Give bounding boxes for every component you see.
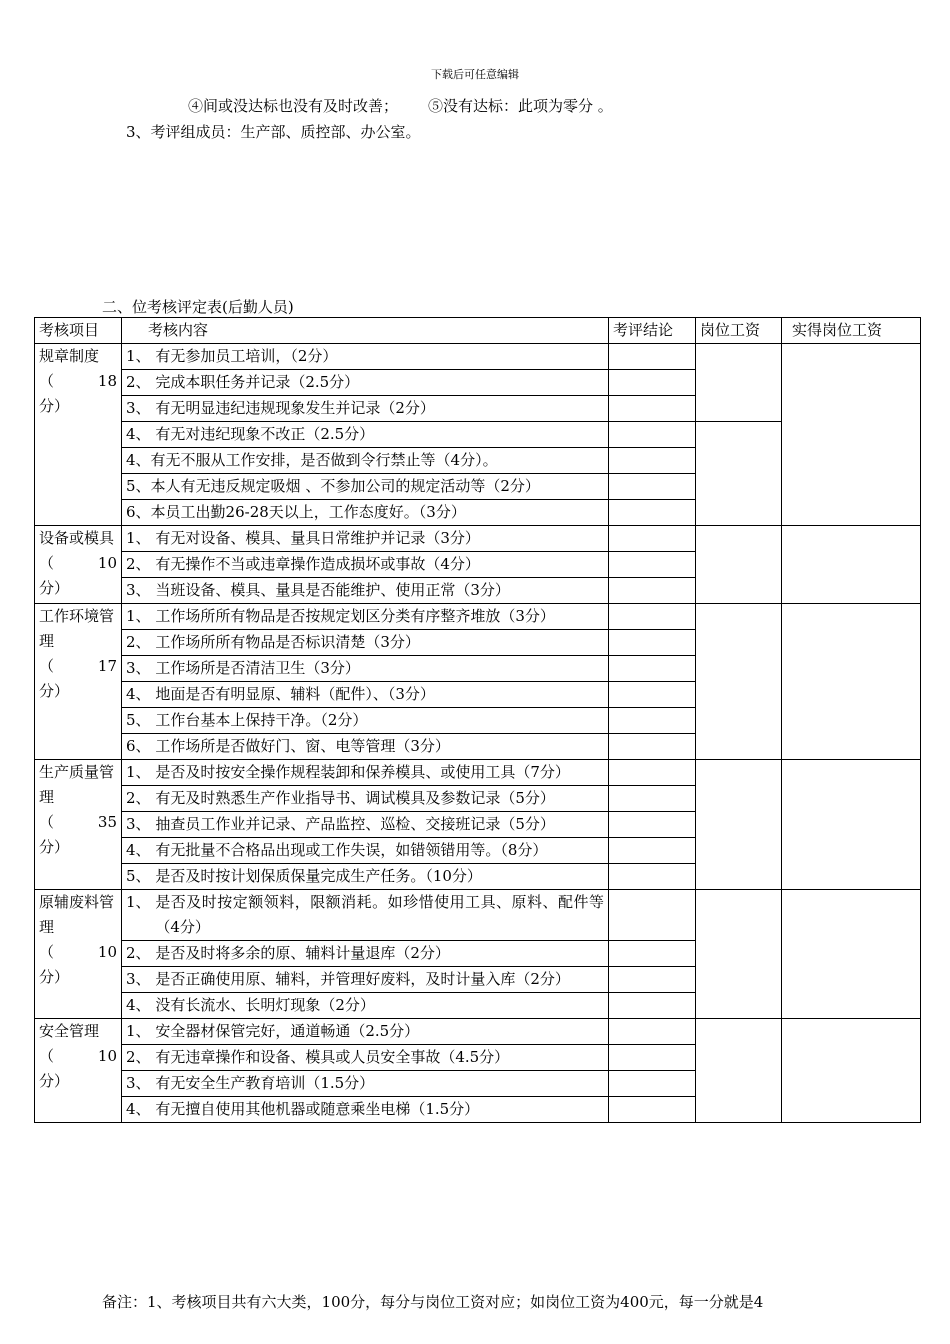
- item-number: 4、: [126, 685, 156, 703]
- item-number: 3、: [126, 815, 156, 833]
- item-text: 工作场所所有物品是否标识清楚（3分）: [155, 633, 420, 651]
- item-cell: [122, 526, 609, 552]
- result-cell[interactable]: [609, 526, 696, 552]
- item-text: 工作场所是否做好门、窗、电等管理（3分）: [155, 737, 450, 755]
- table-row: [35, 604, 921, 630]
- salary-cell[interactable]: [696, 422, 782, 526]
- item-cell: [122, 838, 609, 864]
- category-name: 规章制度: [39, 347, 100, 365]
- item-text: 有无参加员工培训，（2分）: [155, 347, 338, 365]
- item-number: 1、: [126, 529, 156, 547]
- table-row: [35, 1019, 921, 1045]
- item-number: 2、: [126, 944, 156, 962]
- result-cell[interactable]: [609, 682, 696, 708]
- result-cell[interactable]: [609, 1045, 696, 1071]
- salary-cell[interactable]: [696, 1019, 782, 1123]
- item-cell: [122, 734, 609, 760]
- evaluation-table: [34, 317, 921, 1123]
- table-row: [35, 890, 921, 941]
- item-cell: [122, 1045, 609, 1071]
- score-num: 18: [97, 372, 117, 390]
- category-name: 生产质量管理: [39, 763, 115, 806]
- score-num: 10: [97, 554, 117, 572]
- actual-salary-cell[interactable]: [782, 344, 921, 526]
- category-name: 设备或模具: [39, 529, 115, 547]
- header-content: 考核内容: [122, 318, 609, 344]
- actual-salary-cell[interactable]: [782, 1019, 921, 1123]
- item-number: 4、: [126, 451, 151, 469]
- salary-cell[interactable]: [696, 890, 782, 1019]
- score-close: 分）: [39, 682, 70, 700]
- score-open: （: [39, 813, 55, 831]
- item-text: 工作台基本上保持干净。（2分）: [155, 711, 368, 729]
- item-text: 当班设备、模具、量具是否能维护、使用正常（3分）: [155, 581, 510, 599]
- item-number: 1、: [126, 347, 156, 365]
- salary-cell[interactable]: [696, 760, 782, 890]
- result-cell[interactable]: [609, 941, 696, 967]
- intro-line-1b: ⑤没有达标：此项为零分 。: [428, 97, 613, 115]
- item-number: 4、: [126, 425, 156, 443]
- item-text: 地面是否有明显原、辅料（配件）、（3分）: [155, 685, 435, 703]
- score-num: 35: [97, 813, 117, 831]
- item-cell: [122, 708, 609, 734]
- result-cell[interactable]: [609, 734, 696, 760]
- item-cell: [122, 344, 609, 370]
- item-number: 2、: [126, 555, 156, 573]
- score-close: 分）: [39, 968, 70, 986]
- category-name: 安全管理: [39, 1022, 100, 1040]
- item-text: 抽查员工作业并记录、产品监控、巡检、交接班记录（5分）: [155, 815, 555, 833]
- actual-salary-cell[interactable]: [782, 760, 921, 890]
- result-cell[interactable]: [609, 760, 696, 786]
- item-number: 3、: [126, 581, 156, 599]
- item-cell: [122, 864, 609, 890]
- result-cell[interactable]: [609, 993, 696, 1019]
- item-cell: [122, 448, 609, 474]
- category-cell: [35, 344, 122, 526]
- item-cell: [122, 1097, 609, 1123]
- category-score: [39, 810, 117, 835]
- header-project: 考核项目: [35, 318, 122, 344]
- item-number: 3、: [126, 1074, 156, 1092]
- item-number: 2、: [126, 1048, 156, 1066]
- header-result: 考评结论: [609, 318, 696, 344]
- salary-cell[interactable]: [696, 344, 782, 422]
- result-cell[interactable]: [609, 656, 696, 682]
- score-open: （: [39, 943, 55, 961]
- actual-salary-cell[interactable]: [782, 604, 921, 760]
- item-text: 有无擅自使用其他机器或随意乘坐电梯（1.5分）: [155, 1100, 480, 1118]
- item-text: 是否及时按安全操作规程装卸和保养模具、或使用工具（7分）: [155, 763, 570, 781]
- category-score: [39, 1044, 117, 1069]
- item-number: 3、: [126, 659, 156, 677]
- score-open: （: [39, 372, 55, 390]
- result-cell[interactable]: [609, 786, 696, 812]
- category-name: 工作环境管理: [39, 607, 115, 650]
- actual-salary-cell[interactable]: [782, 526, 921, 604]
- item-cell: [122, 422, 609, 448]
- score-num: 10: [97, 943, 117, 961]
- item-cell: [122, 656, 609, 682]
- item-cell: [122, 1071, 609, 1097]
- salary-cell[interactable]: [696, 526, 782, 604]
- item-cell: [122, 941, 609, 967]
- header-actual-salary: 实得岗位工资: [782, 318, 921, 344]
- category-score: [39, 654, 117, 679]
- actual-salary-cell[interactable]: [782, 890, 921, 1019]
- item-text: 是否正确使用原、辅料，并管理好废料，及时计量入库（2分）: [155, 970, 570, 988]
- item-number: 1、: [126, 763, 156, 781]
- salary-cell[interactable]: [696, 604, 782, 760]
- result-cell[interactable]: [609, 578, 696, 604]
- item-cell: [122, 786, 609, 812]
- item-text: 没有长流水、长明灯现象（2分）: [155, 996, 375, 1014]
- item-number: 6、: [126, 503, 151, 521]
- result-cell[interactable]: [609, 604, 696, 630]
- category-name: 原辅废料管理: [39, 893, 115, 936]
- item-number: 4、: [126, 841, 156, 859]
- item-text: 本员工出勤26-28天以上，工作态度好。（3分）: [150, 503, 466, 521]
- item-cell: [122, 552, 609, 578]
- table-row: [35, 344, 921, 370]
- result-cell[interactable]: [609, 396, 696, 422]
- item-text: 安全器材保管完好，通道畅通（2.5分）: [155, 1022, 420, 1040]
- item-number: 1、: [126, 893, 156, 911]
- result-cell[interactable]: [609, 344, 696, 370]
- score-close: 分）: [39, 838, 70, 856]
- category-cell: [35, 1019, 122, 1123]
- result-cell[interactable]: [609, 838, 696, 864]
- category-score: [39, 940, 117, 965]
- table-header-row: [35, 318, 921, 344]
- item-cell: [122, 890, 609, 941]
- category-cell: [35, 890, 122, 1019]
- score-close: 分）: [39, 397, 70, 415]
- item-text: 有无违章操作和设备、模具或人员安全事故（4.5分）: [155, 1048, 510, 1066]
- score-close: 分）: [39, 1072, 70, 1090]
- item-text: 有无安全生产教育培训（1.5分）: [155, 1074, 375, 1092]
- result-cell[interactable]: [609, 448, 696, 474]
- item-number: 4、: [126, 1100, 156, 1118]
- score-num: 10: [97, 1047, 117, 1065]
- item-number: 6、: [126, 737, 156, 755]
- score-open: （: [39, 554, 55, 572]
- item-cell: [122, 578, 609, 604]
- item-text: 是否及时将多余的原、辅料计量退库（2分）: [155, 944, 450, 962]
- item-text: 是否及时按计划保质保量完成生产任务。（10分）: [155, 867, 482, 885]
- footnote: 备注：1、考核项目共有六大类，100分，每分与岗位工资对应；如岗位工资为400元，每一分就是4: [102, 1293, 764, 1311]
- item-cell: [122, 630, 609, 656]
- item-text: 有无及时熟悉生产作业指导书、调试模具及参数记录（5分）: [155, 789, 555, 807]
- result-cell[interactable]: [609, 500, 696, 526]
- result-cell[interactable]: [609, 967, 696, 993]
- item-number: 2、: [126, 789, 156, 807]
- score-close: 分）: [39, 579, 70, 597]
- item-text: 完成本职任务并记录（2.5分）: [155, 373, 360, 391]
- section-title: 二、位考核评定表(后勤人员): [102, 298, 294, 316]
- result-cell[interactable]: [609, 864, 696, 890]
- item-cell: [122, 812, 609, 838]
- item-number: 2、: [126, 633, 156, 651]
- category-score: [39, 369, 117, 394]
- result-cell[interactable]: [609, 1071, 696, 1097]
- item-number: 3、: [126, 399, 156, 417]
- intro-line-2: 3、考评组成员：生产部、质控部、办公室。: [126, 123, 421, 141]
- item-text: 本人有无违反规定吸烟 、不参加公司的规定活动等（2分）: [150, 477, 540, 495]
- item-cell: [122, 500, 609, 526]
- intro-line-1: [188, 95, 613, 116]
- item-text: 有无批量不合格品出现或工作失误，如错领错用等。（8分）: [155, 841, 548, 859]
- intro-line-1a: ④间或没达标也没有及时改善；: [188, 97, 399, 115]
- result-cell[interactable]: [609, 630, 696, 656]
- result-cell[interactable]: [609, 890, 696, 941]
- category-cell: [35, 604, 122, 760]
- item-cell: [122, 370, 609, 396]
- item-number: 4、: [126, 996, 156, 1014]
- table-row: [35, 526, 921, 552]
- item-text: 是否及时按定额领料，限额消耗。如珍惜使用工具、原料、配件等（4分）: [155, 893, 604, 936]
- item-cell: [122, 682, 609, 708]
- category-score: [39, 551, 117, 576]
- result-cell[interactable]: [609, 1097, 696, 1123]
- header-salary: 岗位工资: [696, 318, 782, 344]
- item-number: 5、: [126, 867, 156, 885]
- result-cell[interactable]: [609, 552, 696, 578]
- item-text: 工作场所所有物品是否按规定划区分类有序整齐堆放（3分）: [155, 607, 555, 625]
- result-cell[interactable]: [609, 370, 696, 396]
- item-cell: [122, 604, 609, 630]
- score-open: （: [39, 657, 55, 675]
- result-cell[interactable]: [609, 1019, 696, 1045]
- item-cell: [122, 474, 609, 500]
- result-cell[interactable]: [609, 474, 696, 500]
- score-num: 17: [97, 657, 117, 675]
- item-text: 有无对设备、模具、量具日常维护并记录（3分）: [155, 529, 480, 547]
- item-cell: [122, 993, 609, 1019]
- item-number: 5、: [126, 477, 151, 495]
- item-cell: [122, 396, 609, 422]
- item-text: 有无对违纪现象不改正（2.5分）: [155, 425, 375, 443]
- item-cell: [122, 760, 609, 786]
- item-text: 工作场所是否清洁卫生（3分）: [155, 659, 360, 677]
- item-cell: [122, 967, 609, 993]
- item-cell: [122, 1019, 609, 1045]
- item-number: 1、: [126, 607, 156, 625]
- item-text: 有无不服从工作安排，是否做到令行禁止等（4分）。: [150, 451, 498, 469]
- item-number: 5、: [126, 711, 156, 729]
- table-row: [35, 760, 921, 786]
- result-cell[interactable]: [609, 422, 696, 448]
- score-open: （: [39, 1047, 55, 1065]
- result-cell[interactable]: [609, 708, 696, 734]
- item-text: 有无明显违纪违规现象发生并记录（2分）: [155, 399, 435, 417]
- item-number: 1、: [126, 1022, 156, 1040]
- category-cell: [35, 526, 122, 604]
- item-number: 2、: [126, 373, 156, 391]
- item-number: 3、: [126, 970, 156, 988]
- item-text: 有无操作不当或违章操作造成损坏或事故（4分）: [155, 555, 480, 573]
- watermark: 下载后可任意编辑: [431, 68, 519, 81]
- result-cell[interactable]: [609, 812, 696, 838]
- category-cell: [35, 760, 122, 890]
